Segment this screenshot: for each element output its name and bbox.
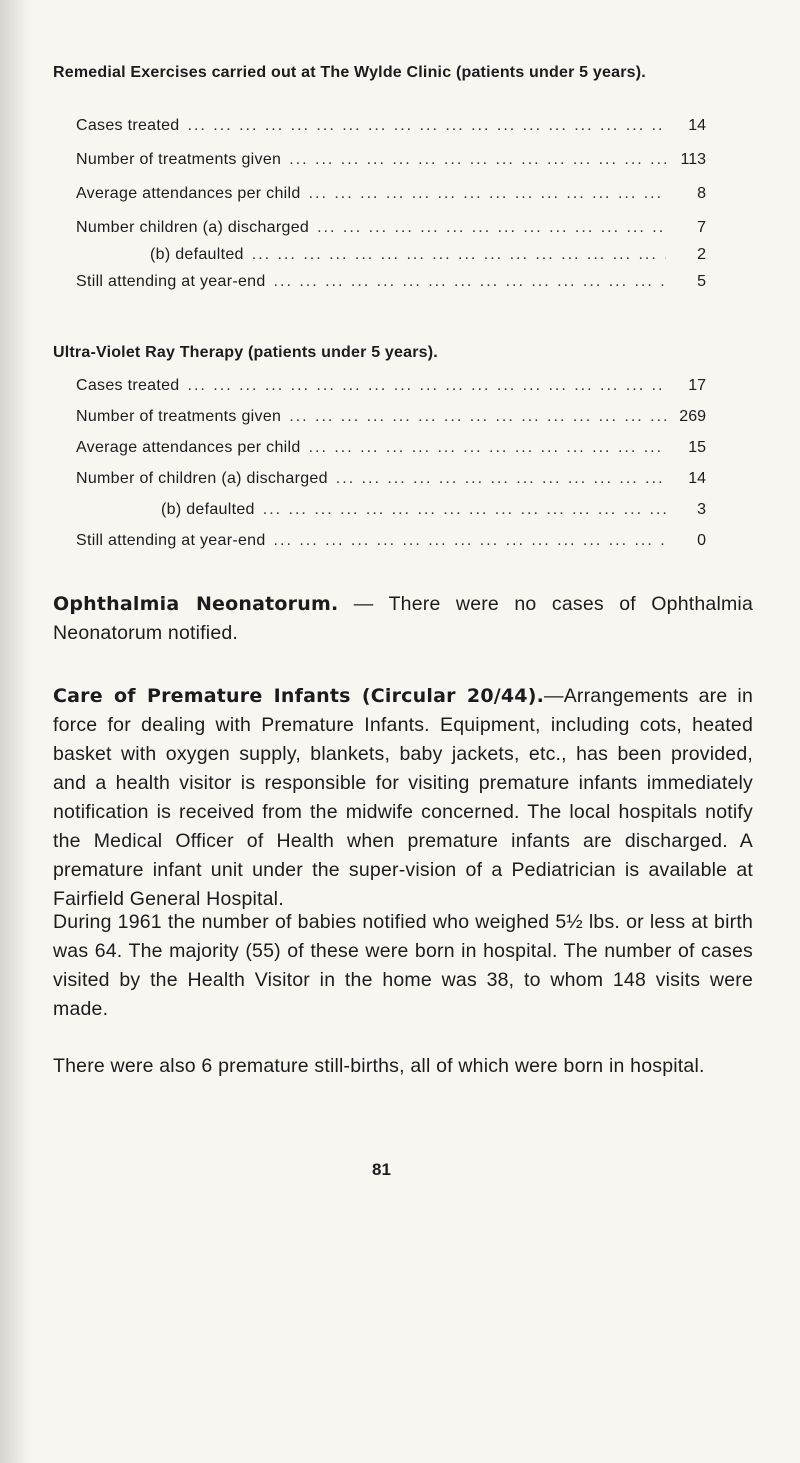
stat-row bbox=[76, 151, 706, 171]
premature-text: —Arrangements are in force for dealing with Premature Infants. Equipment, including cots, heated basket with oxygen supply, blankets, baby jackets, etc., has been provided, and a health visitor is responsible for visiting premature infants immediately notification is received from the midwife concerned. The local hospitals notify the Medical Officer of Health when premature infants are discharged. A premature infant unit under the super-vision of a Pediatrician is available at Fairfield General Hospital. bbox=[53, 685, 753, 910]
premature-paragraph bbox=[53, 682, 753, 914]
stat-label: (b) defaulted bbox=[150, 246, 244, 263]
stat-value: 14 bbox=[688, 470, 706, 487]
stat-row bbox=[76, 219, 706, 239]
stat-label: (b) defaulted bbox=[161, 501, 255, 518]
stat-label: Cases treated bbox=[76, 377, 180, 394]
stat-row bbox=[76, 273, 706, 293]
stat-row bbox=[76, 532, 706, 552]
premature-lead: Care of Premature Infants (Circular 20/44). bbox=[53, 685, 545, 707]
stat-label: Number of treatments given bbox=[76, 151, 282, 168]
dot-leader bbox=[274, 273, 666, 291]
stat-label: Average attendances per child bbox=[76, 185, 301, 202]
stat-value: 0 bbox=[697, 532, 706, 549]
page-edge-shadow bbox=[0, 0, 30, 1463]
stat-value: 14 bbox=[688, 117, 706, 134]
stat-label: Still attending at year-end bbox=[76, 273, 266, 290]
stat-value: 17 bbox=[688, 377, 706, 394]
dot-leader bbox=[289, 408, 666, 426]
ophthalmia-text: — There were no cases of Ophthalmia Neonatorum notified. bbox=[53, 593, 754, 644]
stat-value: 2 bbox=[697, 246, 706, 263]
stat-value: 7 bbox=[697, 219, 706, 236]
dot-leader bbox=[252, 246, 666, 264]
stat-value: 269 bbox=[679, 408, 706, 425]
dot-leader bbox=[188, 377, 666, 395]
stat-label: Still attending at year-end bbox=[76, 532, 266, 549]
ophthalmia-lead: Ophthalmia Neonatorum. bbox=[53, 593, 339, 615]
stat-value: 8 bbox=[697, 185, 706, 202]
stat-row bbox=[76, 117, 706, 137]
stat-row bbox=[150, 246, 706, 266]
dot-leader bbox=[289, 151, 666, 169]
stat-label: Cases treated bbox=[76, 117, 180, 134]
remedial-heading: Remedial Exercises carried out at The Wylde Clinic (patients under 5 years). bbox=[53, 64, 646, 81]
stat-row bbox=[76, 408, 706, 428]
dot-leader bbox=[263, 501, 666, 519]
stat-row bbox=[76, 470, 706, 490]
stat-value: 15 bbox=[688, 439, 706, 456]
stat-label: Number children (a) discharged bbox=[76, 219, 310, 236]
dot-leader bbox=[309, 185, 666, 203]
dot-leader bbox=[317, 219, 666, 237]
stat-row bbox=[76, 439, 706, 459]
stat-value: 5 bbox=[697, 273, 706, 290]
stat-label: Number of children (a) discharged bbox=[76, 470, 328, 487]
stat-row bbox=[76, 185, 706, 205]
page-number: 81 bbox=[372, 1160, 391, 1179]
paragraph-stillbirths: There were also 6 premature still-births, all of which were born in hospital. bbox=[53, 1055, 705, 1077]
stat-row bbox=[161, 501, 706, 521]
dot-leader bbox=[336, 470, 666, 488]
dot-leader bbox=[188, 117, 666, 135]
stat-label: Number of treatments given bbox=[76, 408, 282, 425]
ophthalmia-paragraph bbox=[53, 590, 753, 648]
ultraviolet-heading: Ultra-Violet Ray Therapy (patients under 5 years). bbox=[53, 344, 438, 361]
stat-value: 113 bbox=[680, 151, 706, 168]
paragraph-1961: During 1961 the number of babies notified who weighed 5½ lbs. or less at birth was 64. The majority (55) of these were born in hospital. The number of cases visited by the Health Visitor in the home was 38, to whom 148 visits were made. bbox=[53, 911, 753, 1020]
stat-label: Average attendances per child bbox=[76, 439, 301, 456]
dot-leader bbox=[274, 532, 666, 550]
dot-leader bbox=[309, 439, 666, 457]
stat-value: 3 bbox=[697, 501, 706, 518]
stat-row bbox=[76, 377, 706, 397]
